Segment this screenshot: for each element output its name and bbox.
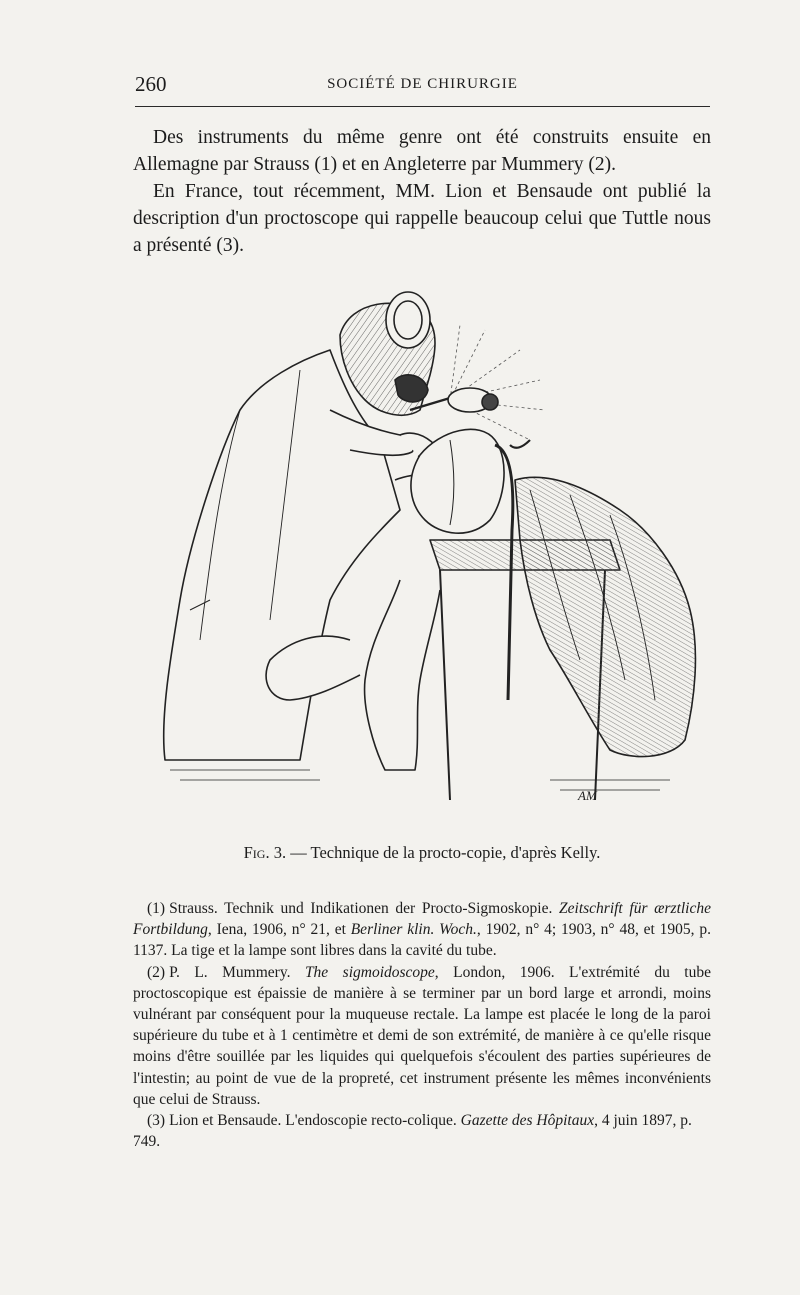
footnote-text: , London, 1906. L'extrémité du tube proctoscopique est épaissie de manière à se terminer par un bord large et arrondi, moins vulnérant par conséquent pour la muqueuse rectale. La lampe est placée le long de la paroi supérieure du tube et à 1 centimètre et demi de son extrémité, de manière à ce qu'elle risque moins d'être souillée par les liquides qui quelquefois s'écoulent des parties supérieures de l'intestin; au point de vue de la propreté, cet instrument présente les mêmes inconvénients que celui de Strauss. <box>133 963 711 1108</box>
figure-label: Fig. 3. <box>243 843 287 862</box>
footnote-text: P. L. Mummery. <box>169 963 305 981</box>
footnotes <box>133 898 711 1152</box>
figure-illustration <box>150 280 710 820</box>
page-number: 260 <box>135 72 167 96</box>
paragraph-1: Des instruments du même genre ont été construits ensuite en Allemagne par Strauss (1) et en Angleterre par Mummery (2). <box>133 127 711 175</box>
artist-signature: AM <box>578 788 597 803</box>
body-text <box>133 124 711 259</box>
light-rays <box>450 325 545 440</box>
running-head: SOCIÉTÉ DE CHIRURGIE <box>327 76 518 92</box>
caption-text: — Technique de la procto-copie, d'après Kelly. <box>286 843 601 862</box>
footnote-text: , Iena, 1906, n° 21, et <box>207 921 351 939</box>
footnote-1 <box>133 898 711 962</box>
footnote-marker: (2) <box>147 963 166 981</box>
header-rule <box>135 106 710 107</box>
footnote-text: Lion et Bensaude. L'endoscopie recto-colique. <box>169 1112 461 1130</box>
footnote-marker: (3) <box>147 1112 166 1130</box>
paragraph-2: En France, tout récemment, MM. Lion et Bensaude ont publié la description d'un proctoscope qui rappelle beaucoup celui que Tuttle nous a présenté (3). <box>133 181 711 256</box>
footnote-text: Strauss. Technik und Indikationen der Procto-Sigmoskopie. <box>169 900 560 917</box>
engraving-illustration <box>150 280 710 820</box>
page-header <box>135 68 710 98</box>
footnote-italic-title: The sigmoidoscope <box>304 963 435 981</box>
figure-caption <box>133 843 711 863</box>
footnote-2 <box>133 962 711 1110</box>
footnote-italic-title: Berliner klin. Woch. <box>350 921 477 939</box>
footnote-marker: (1) <box>147 900 166 917</box>
footnote-italic-title: Zeitschrift für ærztliche Fortbildung <box>133 900 711 939</box>
footnote-text: , 1902, n° 4; 1903, n° 48, et 1905, p. 1137. La tige et la lampe sont libres dans la cavité du tube. <box>133 921 712 960</box>
footnote-3 <box>133 1110 711 1152</box>
footnote-text: , 4 juin 1897, p. 749. <box>133 1112 692 1151</box>
footnote-italic-title: Gazette des Hôpitaux <box>460 1112 595 1130</box>
